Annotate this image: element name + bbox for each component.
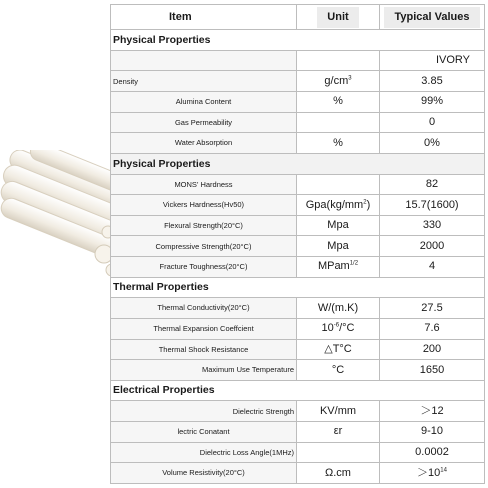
header-item: Item [111,5,297,30]
property-value: 82 [380,174,485,195]
property-value: 9-10 [380,422,485,443]
property-row [111,215,485,236]
property-row [111,360,485,381]
property-name: Density [111,71,297,92]
header-unit: Unit [297,5,380,30]
property-row [111,174,485,195]
property-name: Compressive Strength(20°C) [111,236,297,257]
property-row [111,463,485,484]
property-name: Fracture Toughness(20°C) [111,257,297,278]
property-row [111,50,485,71]
property-value: 0.0002 [380,442,485,463]
property-name: Thermal Shock Resistance [111,339,297,360]
property-name: Gas Permeability [111,112,297,133]
property-name: Water Absorption [111,133,297,154]
section-title: Physical Properties [111,153,485,174]
property-unit: εr [297,422,380,443]
property-value: 0% [380,133,485,154]
property-name: Dielectric Loss Angle(1MHz) [111,442,297,463]
property-row [111,92,485,113]
property-unit: W/(m.K) [297,298,380,319]
property-unit: Mpa [297,236,380,257]
header-values: Typical Values [380,5,485,30]
property-row [111,339,485,360]
property-name: Dielectric Strength [111,401,297,422]
property-name: Flexural Strength(20°C) [111,215,297,236]
property-value: $>10^{14}$ [380,463,485,484]
table-header-row [111,5,485,30]
section-header [111,380,485,401]
section-header [111,30,485,51]
property-unit [297,174,380,195]
property-row [111,195,485,216]
property-name: MONS' Hardness [111,174,297,195]
property-name: Thermal Conductivity(20°C) [111,298,297,319]
property-row [111,422,485,443]
property-value: 0 [380,112,485,133]
property-value: 200 [380,339,485,360]
property-row [111,401,485,422]
property-value: IVORY [380,50,485,71]
property-row [111,236,485,257]
property-name: lectric Conatant [111,422,297,443]
property-name [111,50,297,71]
property-value: 330 [380,215,485,236]
property-unit [297,112,380,133]
property-unit: Ω.cm [297,463,380,484]
property-row [111,257,485,278]
property-value: 27.5 [380,298,485,319]
section-header [111,277,485,298]
section-header [111,153,485,174]
property-unit [297,50,380,71]
property-unit: $g/cm^3$ [297,71,380,92]
property-row [111,298,485,319]
property-row [111,71,485,92]
section-title: Electrical Properties [111,380,485,401]
property-unit: $Gpa(kg/mm^2)$ [297,195,380,216]
property-name: Volume Resistivity(20°C) [111,463,297,484]
property-unit: KV/mm [297,401,380,422]
property-name: Alumina Content [111,92,297,113]
property-row [111,133,485,154]
property-row [111,442,485,463]
property-value: 7.6 [380,318,485,339]
property-unit: % [297,133,380,154]
property-value: 3.85 [380,71,485,92]
property-name: Thermal Expansion Coeffcient [111,318,297,339]
property-name: Vickers Hardness(Hv50) [111,195,297,216]
property-row [111,318,485,339]
property-unit: Mpa [297,215,380,236]
property-unit [297,442,380,463]
property-value: 99% [380,92,485,113]
property-unit: MPam$^{1/2}$ [297,257,380,278]
properties-table [110,4,485,484]
property-unit: △T°C [297,339,380,360]
property-row [111,112,485,133]
property-value: ＞12 [380,401,485,422]
property-value: 4 [380,257,485,278]
property-value: 15.7(1600) [380,195,485,216]
property-unit: °C [297,360,380,381]
property-unit: $10^{-6}/^\circ C$ [297,318,380,339]
property-unit: % [297,92,380,113]
property-value: 2000 [380,236,485,257]
property-value: 1650 [380,360,485,381]
section-title: Physical Properties [111,30,485,51]
property-name: Maximum Use Temperature [111,360,297,381]
section-title: Thermal Properties [111,277,485,298]
